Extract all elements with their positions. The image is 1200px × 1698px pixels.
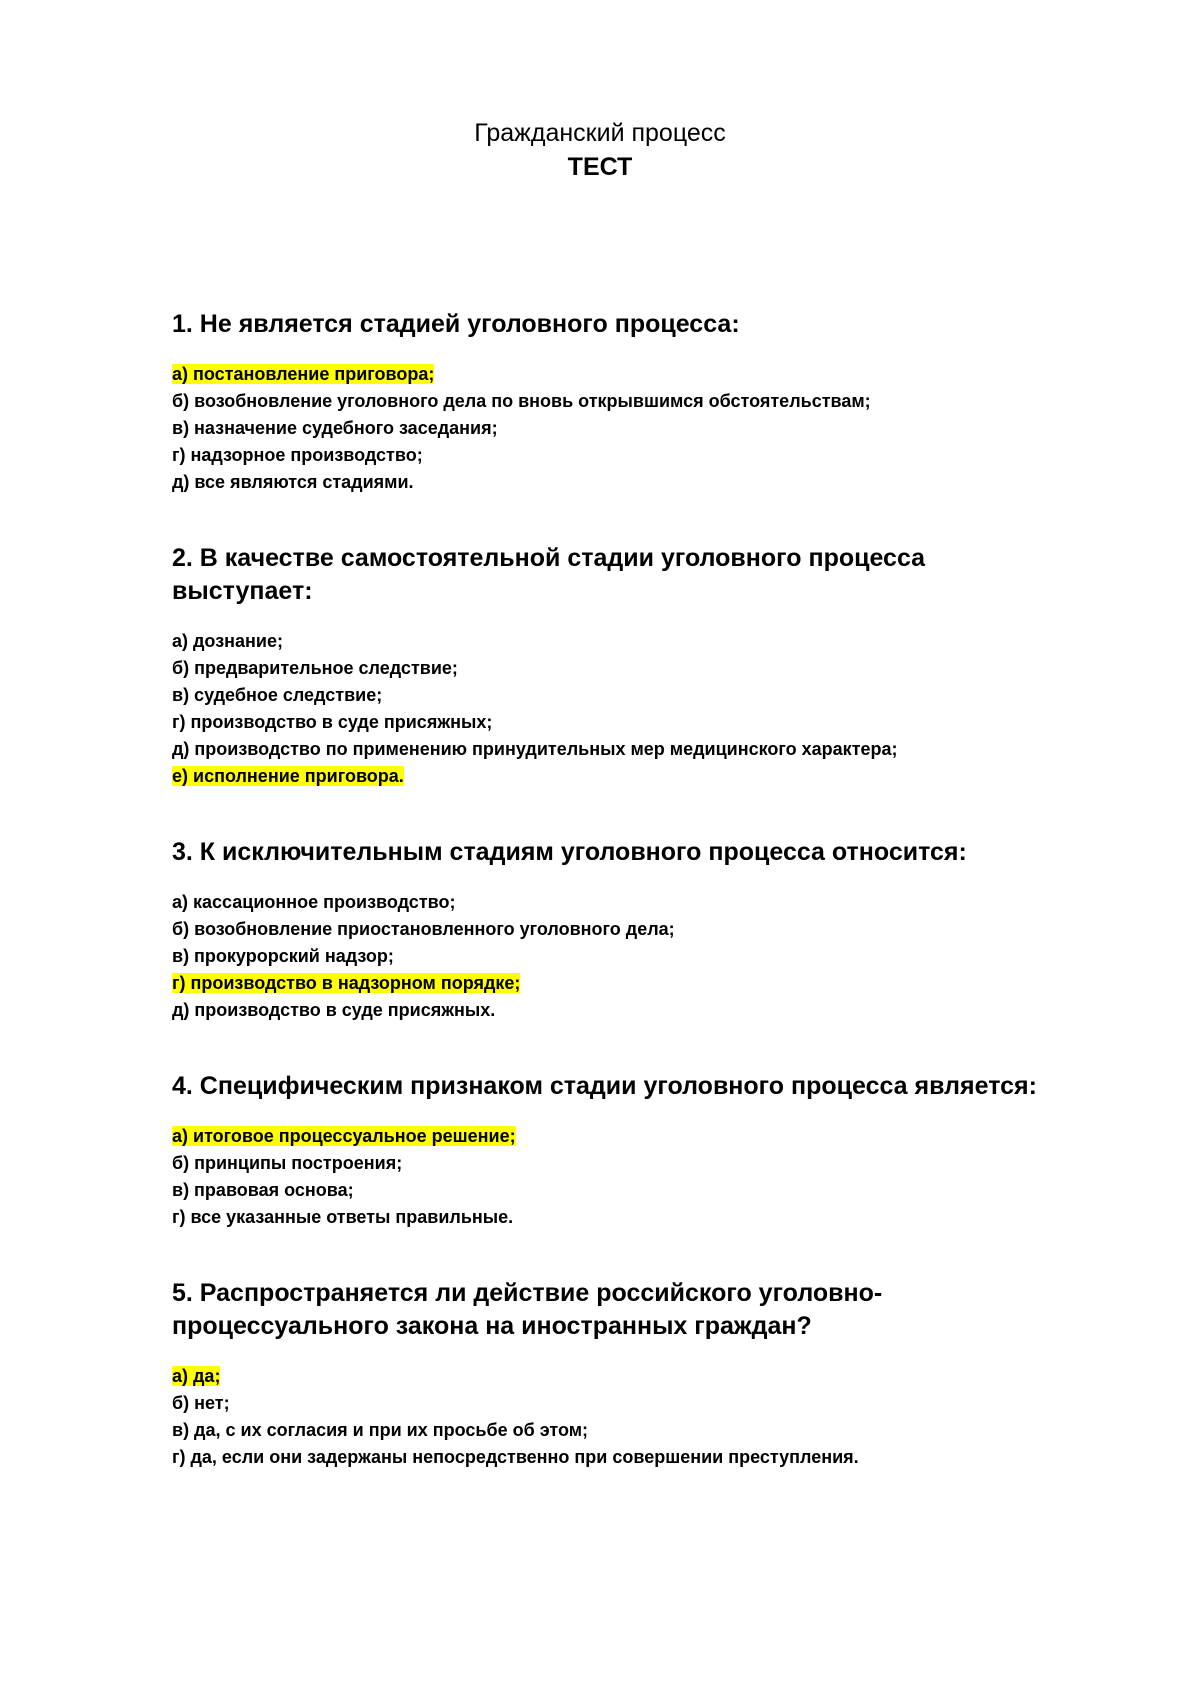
answer-text: г) производство в надзорном порядке;	[172, 973, 521, 993]
answer-option	[172, 1123, 1072, 1150]
document-subtitle: ТЕСТ	[567, 153, 633, 181]
answer-text: а) кассационное производство;	[172, 892, 456, 912]
answer-text: а) итоговое процессуальное решение;	[172, 1126, 516, 1146]
answer-option	[172, 943, 1072, 970]
answer-text: б) возобновление приостановленного уголовного дела;	[172, 919, 675, 939]
answer-option	[172, 1150, 1072, 1177]
answer-text: д) все являются стадиями.	[172, 472, 414, 492]
question-title: 4. Специфическим признаком стадии уголовного процесса является:	[172, 1072, 1037, 1100]
answer-text: в) правовая основа;	[172, 1180, 354, 1200]
answer-list	[172, 1363, 1072, 1471]
question-title: 1. Не является стадией уголовного процесса:	[172, 310, 740, 338]
question-title: 3. К исключительным стадиям уголовного процесса относится:	[172, 838, 967, 866]
answer-list	[172, 889, 1072, 1024]
answer-text: е) исполнение приговора.	[172, 766, 404, 786]
answer-text: в) да, с их согласия и при их просьбе об этом;	[172, 1420, 589, 1440]
answer-text: а) дознание;	[172, 631, 283, 651]
answer-option	[172, 916, 1072, 943]
answer-option	[172, 469, 1072, 496]
answer-text: г) надзорное производство;	[172, 445, 423, 465]
answer-option	[172, 970, 1072, 997]
question-5	[172, 1277, 1072, 1471]
answer-option	[172, 709, 1072, 736]
answer-option	[172, 415, 1072, 442]
answer-option	[172, 1177, 1072, 1204]
answer-option	[172, 1204, 1072, 1231]
answer-option	[172, 655, 1072, 682]
answer-option	[172, 997, 1072, 1024]
answer-option	[172, 1390, 1072, 1417]
answer-option	[172, 889, 1072, 916]
answer-option	[172, 682, 1072, 709]
answer-text: д) производство в суде присяжных.	[172, 1000, 496, 1020]
document-title: Гражданский процесс	[474, 119, 726, 147]
answer-option	[172, 442, 1072, 469]
answer-text: г) производство в суде присяжных;	[172, 712, 493, 732]
answer-text: в) прокурорский надзор;	[172, 946, 394, 966]
answer-text: а) да;	[172, 1366, 221, 1386]
answer-text: а) постановление приговора;	[172, 364, 435, 384]
answer-option	[172, 763, 1072, 790]
answer-list	[172, 628, 1072, 790]
answer-option	[172, 1363, 1072, 1390]
answer-option	[172, 736, 1072, 763]
answer-text: б) принципы построения;	[172, 1153, 403, 1173]
answer-text: д) производство по применению принудительных мер медицинского характера;	[172, 739, 898, 759]
answer-option	[172, 1417, 1072, 1444]
answer-option	[172, 1444, 1072, 1471]
answer-option	[172, 361, 1072, 388]
answer-option	[172, 388, 1072, 415]
answer-text: в) назначение судебного заседания;	[172, 418, 498, 438]
question-2	[172, 542, 1072, 790]
questions-list	[172, 308, 1072, 1471]
question-title: 5. Распространяется ли действие российского уголовно-процессуального закона на иностранных граждан?	[172, 1279, 883, 1340]
answer-list	[172, 1123, 1072, 1231]
question-3	[172, 836, 1072, 1024]
document-header	[0, 116, 1200, 184]
answer-text: г) да, если они задержаны непосредственно при совершении преступления.	[172, 1447, 859, 1467]
answer-text: б) нет;	[172, 1393, 230, 1413]
answer-list	[172, 361, 1072, 496]
answer-text: б) возобновление уголовного дела по вновь открывшимся обстоятельствам;	[172, 391, 871, 411]
answer-text: б) предварительное следствие;	[172, 658, 458, 678]
answer-text: в) судебное следствие;	[172, 685, 383, 705]
answer-text: г) все указанные ответы правильные.	[172, 1207, 514, 1227]
question-1	[172, 308, 1072, 496]
question-4	[172, 1070, 1072, 1231]
answer-option	[172, 628, 1072, 655]
question-title: 2. В качестве самостоятельной стадии уголовного процесса выступает:	[172, 544, 926, 605]
